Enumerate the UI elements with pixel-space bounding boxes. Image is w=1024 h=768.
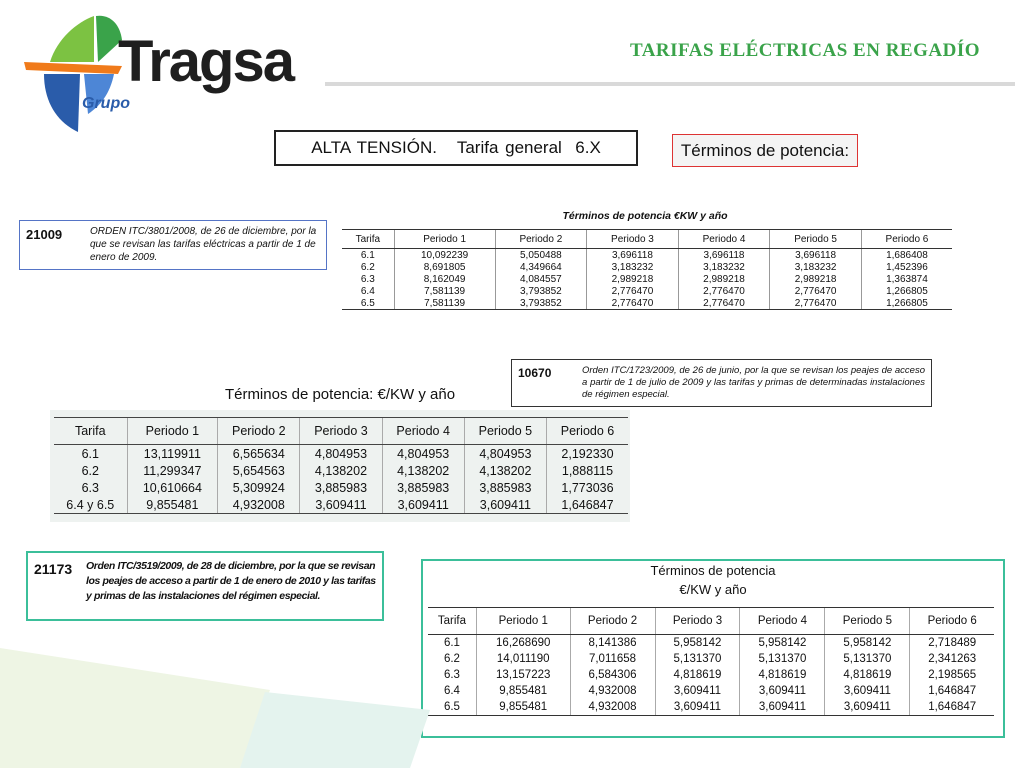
table-cell: 3,609411 [300, 496, 382, 514]
table-cell: 2,989218 [678, 273, 770, 285]
order-text: Orden ITC/1723/2009, de 26 de junio, por la que se revisan los peajes de acceso a partir de 1 de julio de 2009 y las tarifas y primas de determinadas instalaciones de régimen especial. [582, 365, 925, 401]
table-cell: 3,696118 [587, 249, 679, 262]
table-row [342, 297, 952, 310]
column-header: Periodo 6 [861, 230, 952, 249]
table-header-row [342, 230, 952, 249]
table-cell: 6.2 [81, 463, 99, 478]
column-header: Periodo 1 [476, 608, 570, 635]
table-header-row [54, 418, 628, 445]
tariff-table-jul-2009 [54, 417, 628, 514]
column-header: Periodo 2 [218, 418, 300, 445]
table-cell: 7,581139 [394, 285, 495, 297]
table-header-row [428, 608, 994, 635]
order-note-jun-2009 [511, 359, 932, 407]
column-header: Tarifa [54, 418, 127, 445]
table-cell: 5,050488 [495, 249, 587, 262]
order-note-2008 [19, 220, 327, 270]
table-cell: 8,162049 [394, 273, 495, 285]
table-row [54, 496, 628, 514]
column-header: Periodo 4 [382, 418, 464, 445]
table-cell: 1,266805 [861, 285, 952, 297]
table-cell: 1,773036 [546, 479, 628, 496]
column-header: Periodo 4 [678, 230, 770, 249]
table-cell: 2,776470 [770, 285, 862, 297]
table-row [54, 462, 628, 479]
column-header: Periodo 2 [495, 230, 587, 249]
table-cell: 4,932008 [570, 683, 655, 699]
table-row [428, 635, 994, 652]
table-cell: 4,932008 [218, 496, 300, 514]
table-cell: 6.3 [443, 669, 460, 681]
table-cell: 7,011658 [570, 651, 655, 667]
table-cell: 3,609411 [655, 699, 740, 716]
table-cell: 5,958142 [655, 635, 740, 652]
table-cell: 3,885983 [464, 479, 546, 496]
table-row [54, 479, 628, 496]
table-cell: 3,609411 [740, 683, 825, 699]
table-cell: 6,584306 [570, 667, 655, 683]
order-text: ORDEN ITC/3801/2008, de 26 de diciembre, por la que se revisan las tarifas eléctricas a partir de 1 de enero de 2009. [90, 226, 317, 263]
column-header: Periodo 3 [655, 608, 740, 635]
column-header: Periodo 4 [740, 608, 825, 635]
table-cell: 9,855481 [476, 699, 570, 716]
table-cell: 8,691805 [394, 261, 495, 273]
table-cell: 2,718489 [910, 635, 994, 652]
table-cell: 2,776470 [678, 297, 770, 310]
table-cell: 1,646847 [546, 496, 628, 514]
table-cell: 4,138202 [382, 462, 464, 479]
terminos-potencia-label: Términos de potencia: [672, 134, 858, 167]
table-row [54, 445, 628, 463]
table-cell: 2,989218 [770, 273, 862, 285]
table-cell: 3,885983 [382, 479, 464, 496]
table-cell: 9,855481 [476, 683, 570, 699]
table-cell: 13,119911 [127, 445, 218, 463]
column-header: Tarifa [342, 230, 394, 249]
table-cell: 4,818619 [655, 667, 740, 683]
table-cell: 2,776470 [678, 285, 770, 297]
table-caption-units: €/KW y año [679, 582, 747, 597]
table-cell: 6.2 [443, 653, 460, 665]
column-header: Periodo 5 [464, 418, 546, 445]
tariff-table-2010 [428, 607, 994, 716]
table-cell: 6.3 [81, 480, 99, 495]
table-cell: 3,609411 [382, 496, 464, 514]
column-header: Periodo 5 [825, 608, 910, 635]
title-divider [325, 82, 1015, 86]
table-cell: 4,349664 [495, 261, 587, 273]
decorative-shapes-icon [0, 640, 430, 768]
table-cell: 1,646847 [910, 683, 994, 699]
table-cell: 1,452396 [861, 261, 952, 273]
table-cell: 1,686408 [861, 249, 952, 262]
table-cell: 6.3 [360, 273, 375, 285]
table-cell: 6.5 [428, 699, 476, 716]
table-cell: 3,609411 [825, 683, 910, 699]
table-cell: 2,776470 [587, 297, 679, 310]
column-header: Periodo 5 [770, 230, 862, 249]
table-cell: 6.1 [360, 249, 375, 261]
order-number: 21173 [34, 561, 73, 577]
table-cell: 4,804953 [464, 445, 546, 463]
table-cell: 1,363874 [861, 273, 952, 285]
table-cell: 6.4 [360, 285, 375, 297]
table-cell: 10,092239 [394, 249, 495, 262]
table-cell: 3,183232 [587, 261, 679, 273]
table-cell: 5,958142 [740, 635, 825, 652]
table-cell: 5,958142 [825, 635, 910, 652]
column-header: Periodo 6 [910, 608, 994, 635]
column-header: Periodo 3 [587, 230, 679, 249]
column-header: Periodo 1 [394, 230, 495, 249]
table-caption: Términos de potencia: €/KW y año [224, 386, 456, 403]
table-cell: 13,157223 [476, 667, 570, 683]
table-cell: 3,183232 [678, 261, 770, 273]
table-cell: 4,818619 [740, 667, 825, 683]
table-cell: 6.1 [443, 637, 460, 649]
alta-tension-label: ALTA TENSIÓN. Tarifa general 6.X [274, 130, 638, 166]
table-cell: 2,989218 [587, 273, 679, 285]
table-cell: 5,131370 [655, 651, 740, 667]
table-cell: 6.1 [81, 446, 99, 461]
table-cell: 3,609411 [655, 683, 740, 699]
table-cell: 4,138202 [300, 462, 382, 479]
table-cell: 6.2 [360, 261, 375, 273]
table-cell: 8,141386 [570, 635, 655, 652]
table-cell: 16,268690 [476, 635, 570, 652]
table-row [428, 651, 994, 667]
table-cell: 4,804953 [382, 445, 464, 463]
column-header: Periodo 3 [300, 418, 382, 445]
logo-wordmark: Tragsa [118, 29, 293, 94]
order-note-2010 [26, 551, 384, 621]
table-cell: 11,299347 [127, 462, 218, 479]
table-row [342, 261, 952, 273]
table-row [428, 699, 994, 716]
tariff-table-2009 [342, 229, 952, 310]
table-row [428, 683, 994, 699]
logo-group-label: Grupo [82, 95, 130, 112]
order-number: 21009 [26, 227, 63, 242]
table-cell: 3,609411 [464, 496, 546, 514]
table-cell: 3,696118 [770, 249, 862, 262]
table-row [342, 249, 952, 262]
column-header: Periodo 2 [570, 608, 655, 635]
table-cell: 4,804953 [300, 445, 382, 463]
table-row [428, 667, 994, 683]
order-text: Orden ITC/3519/2009, de 28 de diciembre, por la que se revisan los peajes de acceso a partir de 1 de enero de 2010 y las tarifas y primas de las instalaciones del régimen especial. [86, 560, 376, 603]
table-cell: 4,818619 [825, 667, 910, 683]
table-cell: 9,855481 [127, 496, 218, 514]
table-row [342, 285, 952, 297]
table-cell: 10,610664 [127, 479, 218, 496]
table-cell: 1,888115 [546, 462, 628, 479]
order-number: 10670 [518, 366, 552, 380]
table-cell: 3,793852 [495, 285, 587, 297]
table-cell: 6.5 [342, 297, 394, 310]
table-cell: 2,198565 [910, 667, 994, 683]
table-cell: 6.4 [443, 685, 460, 697]
table-cell: 6,565634 [218, 445, 300, 463]
table-cell: 3,609411 [740, 699, 825, 716]
table-caption: Términos de potencia [650, 563, 776, 578]
table-caption: Términos de potencia €KW y año [562, 210, 728, 222]
table-cell: 3,183232 [770, 261, 862, 273]
table-cell: 5,654563 [218, 462, 300, 479]
table-cell: 1,646847 [910, 699, 994, 716]
table-cell: 1,266805 [861, 297, 952, 310]
table-cell: 3,885983 [300, 479, 382, 496]
table-cell: 2,776470 [770, 297, 862, 310]
column-header: Periodo 1 [127, 418, 218, 445]
table-cell: 5,131370 [740, 651, 825, 667]
table-cell: 3,696118 [678, 249, 770, 262]
column-header: Tarifa [428, 608, 476, 635]
column-header: Periodo 6 [546, 418, 628, 445]
table-cell: 3,793852 [495, 297, 587, 310]
table-cell: 2,776470 [587, 285, 679, 297]
table-cell: 5,131370 [825, 651, 910, 667]
table-cell: 7,581139 [394, 297, 495, 310]
table-cell: 6.4 y 6.5 [54, 496, 127, 514]
table-cell: 5,309924 [218, 479, 300, 496]
table-cell: 4,932008 [570, 699, 655, 716]
table-cell: 4,084557 [495, 273, 587, 285]
page-title: TARIFAS ELÉCTRICAS EN REGADÍO [629, 40, 980, 61]
table-cell: 3,609411 [825, 699, 910, 716]
table-row [342, 273, 952, 285]
table-cell: 2,341263 [910, 651, 994, 667]
table-cell: 14,011190 [476, 651, 570, 667]
table-cell: 2,192330 [546, 445, 628, 463]
table-cell: 4,138202 [464, 462, 546, 479]
